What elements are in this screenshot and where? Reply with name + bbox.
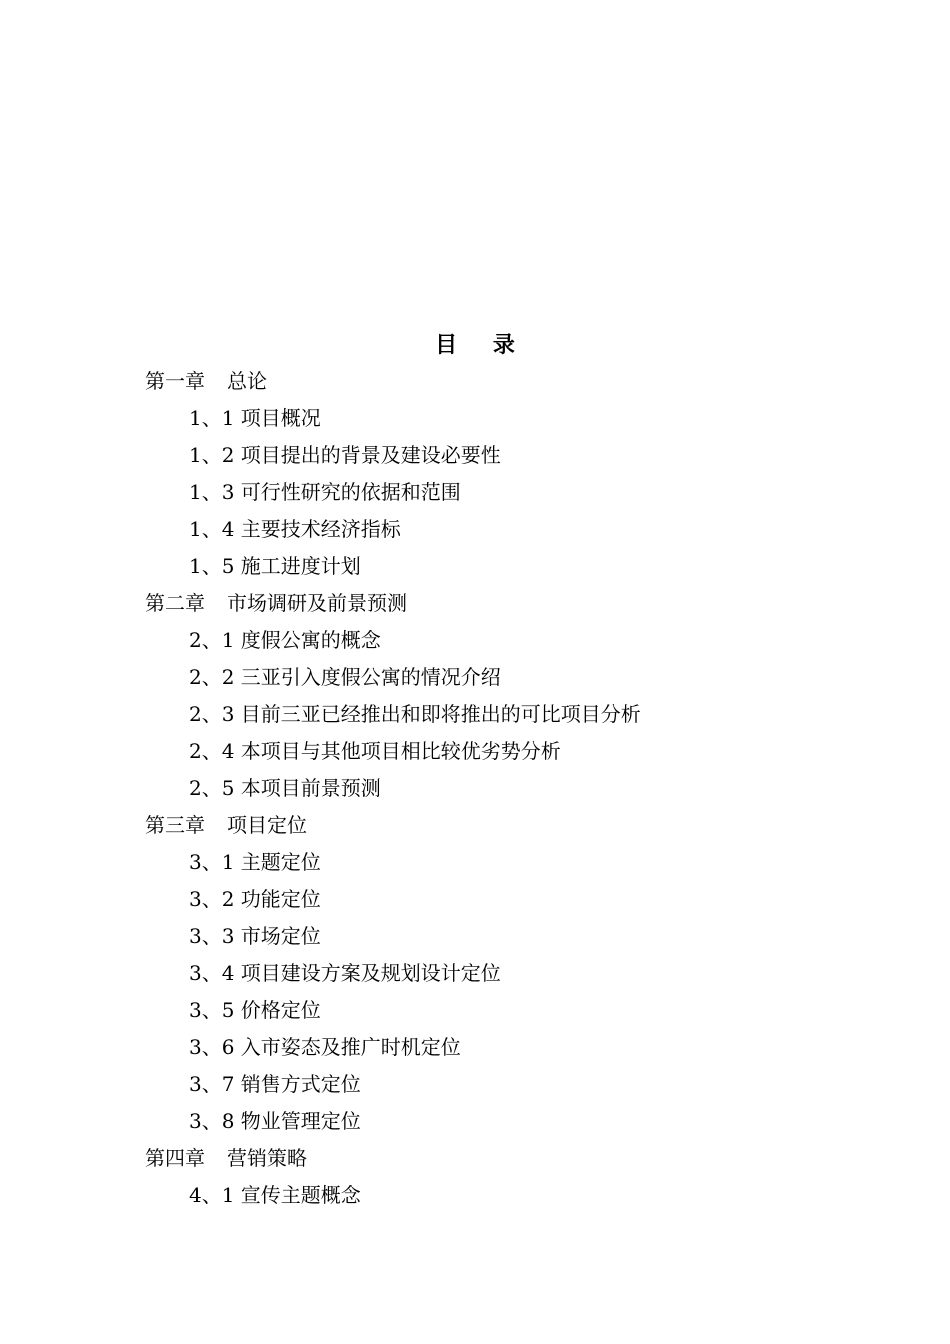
toc-section: 1、2 项目提出的背景及建设必要性 bbox=[189, 443, 501, 467]
chapter-title: 市场调研及前景预测 bbox=[227, 591, 407, 615]
toc-section: 3、3 市场定位 bbox=[189, 924, 321, 948]
toc-section: 2、3 目前三亚已经推出和即将推出的可比项目分析 bbox=[189, 702, 641, 726]
toc-chapter bbox=[145, 1140, 845, 1177]
toc-chapter bbox=[145, 363, 845, 400]
toc-section: 3、2 功能定位 bbox=[189, 887, 321, 911]
toc-section: 3、1 主题定位 bbox=[189, 850, 321, 874]
chapter-number: 第三章 bbox=[145, 813, 205, 837]
toc-chapter bbox=[145, 585, 845, 622]
toc-section: 3、6 入市姿态及推广时机定位 bbox=[189, 1035, 461, 1059]
toc-section: 2、1 度假公寓的概念 bbox=[189, 628, 381, 652]
chapter-title: 项目定位 bbox=[227, 813, 307, 837]
toc-section: 3、4 项目建设方案及规划设计定位 bbox=[189, 961, 501, 985]
chapter-number: 第二章 bbox=[145, 591, 205, 615]
toc-section: 1、1 项目概况 bbox=[189, 406, 321, 430]
toc-section: 1、3 可行性研究的依据和范围 bbox=[189, 480, 461, 504]
chapter-title: 总论 bbox=[227, 369, 267, 393]
toc-section: 3、5 价格定位 bbox=[189, 998, 321, 1022]
toc-section: 4、1 宣传主题概念 bbox=[189, 1183, 361, 1207]
toc-section: 1、5 施工进度计划 bbox=[189, 554, 361, 578]
toc-chapter bbox=[145, 807, 845, 844]
toc-section: 3、8 物业管理定位 bbox=[189, 1109, 361, 1133]
chapter-number: 第四章 bbox=[145, 1146, 205, 1170]
chapter-number: 第一章 bbox=[145, 369, 205, 393]
toc-section: 2、2 三亚引入度假公寓的情况介绍 bbox=[189, 665, 501, 689]
table-of-contents bbox=[145, 363, 845, 1214]
toc-section: 2、5 本项目前景预测 bbox=[189, 776, 381, 800]
toc-section: 1、4 主要技术经济指标 bbox=[189, 517, 401, 541]
toc-section: 2、4 本项目与其他项目相比较优劣势分析 bbox=[189, 739, 561, 763]
toc-section: 3、7 销售方式定位 bbox=[189, 1072, 361, 1096]
chapter-title: 营销策略 bbox=[227, 1146, 307, 1170]
toc-title: 目 录 bbox=[435, 332, 529, 358]
